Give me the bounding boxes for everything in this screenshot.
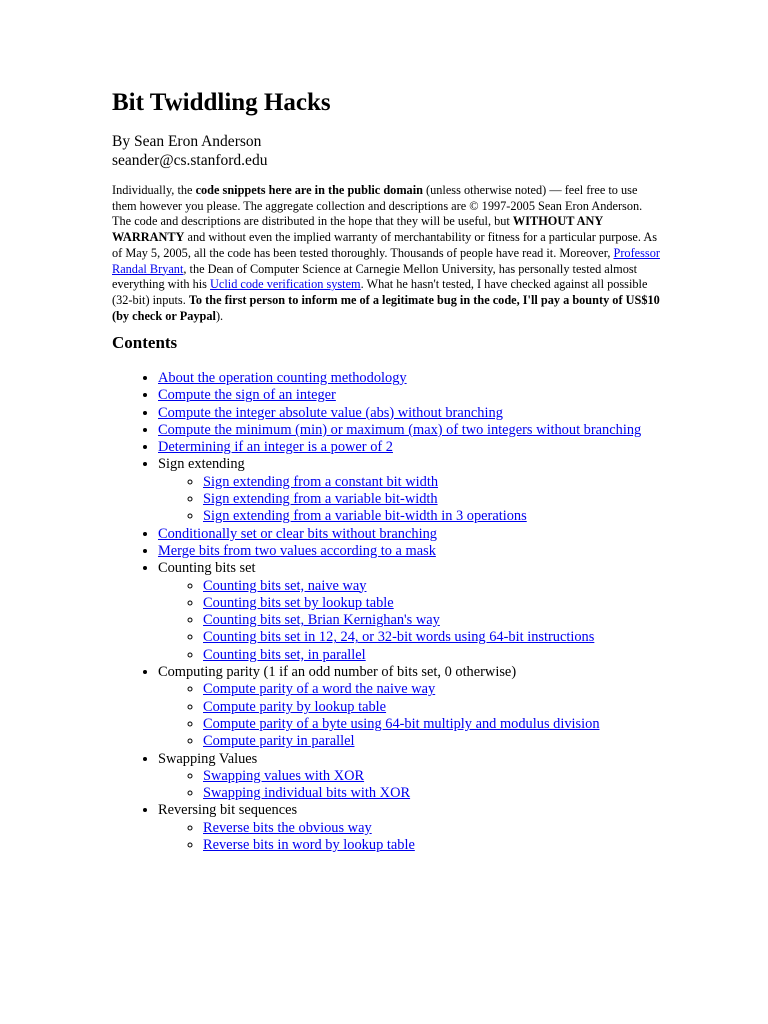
toc-sublist xyxy=(158,681,678,750)
toc-section-counting xyxy=(158,560,678,664)
toc-section-label: Swapping Values xyxy=(158,750,258,767)
toc-link-sign-ext-variable[interactable]: Sign extending from a variable bit-width xyxy=(203,491,438,508)
toc-subitem xyxy=(203,612,678,629)
table-of-contents xyxy=(112,370,678,854)
intro-text-2: (unless otherwise noted) — feel free to use them however you please. The aggregate collection and descriptions are © 1997-2005 Sean Eron Anderson. The code and descriptions are distributed in the hope that they will be useful, but xyxy=(112,183,643,229)
author-byline: By Sean Eron Anderson xyxy=(112,133,262,150)
intro-bold-public-domain: code snippets here are in the public domain xyxy=(195,183,423,197)
toc-link-parity-lookup[interactable]: Compute parity by lookup table xyxy=(203,698,387,715)
toc-link-sign-ext-3ops[interactable]: Sign extending from a variable bit-width in 3 operations xyxy=(203,508,527,525)
toc-subitem xyxy=(203,474,678,491)
toc-subitem xyxy=(203,820,678,837)
toc-link-cond-set[interactable]: Conditionally set or clear bits without branching xyxy=(158,525,437,542)
toc-link-sign[interactable]: Compute the sign of an integer xyxy=(158,387,336,404)
toc-section-swapping xyxy=(158,751,678,803)
toc-subitem xyxy=(203,508,678,525)
toc-link-minmax[interactable]: Compute the minimum (min) or maximum (max) of two integers without branching xyxy=(158,421,642,438)
toc-item xyxy=(158,526,678,543)
toc-section-sign-extending xyxy=(158,456,678,525)
toc-link-count-64bit[interactable]: Counting bits set in 12, 24, or 32-bit words using 64-bit instructions xyxy=(203,629,595,646)
toc-subitem xyxy=(203,681,678,698)
toc-link-count-lookup[interactable]: Counting bits set by lookup table xyxy=(203,594,394,611)
intro-bold-warranty: WITHOUT ANY WARRANTY xyxy=(112,214,603,245)
toc-link-power2[interactable]: Determining if an integer is a power of 2 xyxy=(158,439,393,456)
toc-section-label: Reversing bit sequences xyxy=(158,802,298,819)
toc-link-parity-naive[interactable]: Compute parity of a word the naive way xyxy=(203,681,436,698)
toc-link-count-kernighan[interactable]: Counting bits set, Brian Kernighan's way xyxy=(203,612,440,629)
toc-link-op-counting[interactable]: About the operation counting methodology xyxy=(158,370,407,386)
toc-subitem xyxy=(203,716,678,733)
author-block xyxy=(112,132,267,170)
toc-item xyxy=(158,370,678,387)
toc-subitem xyxy=(203,629,678,646)
toc-link-reverse-lookup[interactable]: Reverse bits in word by lookup table xyxy=(203,837,415,854)
intro-text-4: , the Dean of Computer Science at Carnegie Mellon University, has personally tested almost everything with his xyxy=(112,261,638,292)
toc-link-abs[interactable]: Compute the integer absolute value (abs) without branching xyxy=(158,404,503,421)
toc-item xyxy=(158,543,678,560)
toc-item xyxy=(158,439,678,456)
toc-section-parity xyxy=(158,664,678,750)
toc-link-parity-multiply[interactable]: Compute parity of a byte using 64-bit multiply and modulus division xyxy=(203,715,600,732)
intro-text-3: and without even the implied warranty of merchantability or fitness for a particular purpose. As of May 5, 2005, all the code has been tested thoroughly. Thousands of people have read it. Moreover, xyxy=(112,230,658,260)
toc-subitem xyxy=(203,837,678,854)
intro-text-5: . What he hasn't tested, I have checked against all possible (32-bit) inputs. xyxy=(112,277,648,307)
toc-subitem xyxy=(203,768,678,785)
toc-subitem xyxy=(203,699,678,716)
intro-text-6: ). xyxy=(215,308,224,323)
link-professor-bryant[interactable]: Professor Randal Bryant xyxy=(112,245,660,276)
toc-link-swap-bits-xor[interactable]: Swapping individual bits with XOR xyxy=(203,785,411,802)
toc-link-parity-parallel[interactable]: Compute parity in parallel xyxy=(203,733,355,750)
toc-sublist xyxy=(158,578,678,664)
toc-subitem xyxy=(203,785,678,802)
link-uclid-system[interactable]: Uclid code verification system xyxy=(210,277,361,292)
author-email: seander@cs.stanford.edu xyxy=(112,152,268,169)
toc-item xyxy=(158,422,678,439)
toc-link-swap-xor[interactable]: Swapping values with XOR xyxy=(203,767,365,784)
toc-link-merge[interactable]: Merge bits from two values according to a mask xyxy=(158,542,436,559)
toc-subitem xyxy=(203,647,678,664)
toc-subitem xyxy=(203,733,678,750)
toc-link-count-naive[interactable]: Counting bits set, naive way xyxy=(203,577,367,594)
toc-link-reverse-obvious[interactable]: Reverse bits the obvious way xyxy=(203,819,372,836)
toc-item xyxy=(158,387,678,404)
toc-sublist xyxy=(158,768,678,803)
toc-subitem xyxy=(203,595,678,612)
toc-link-sign-ext-constant[interactable]: Sign extending from a constant bit width xyxy=(203,473,439,490)
toc-item xyxy=(158,405,678,422)
toc-section-label: Computing parity (1 if an odd number of bits set, 0 otherwise) xyxy=(158,664,517,681)
toc-section-label: Sign extending xyxy=(158,456,245,473)
intro-text-1: Individually, the xyxy=(112,183,196,197)
toc-section-reversing xyxy=(158,802,678,854)
toc-sublist xyxy=(158,820,678,855)
toc-section-label: Counting bits set xyxy=(158,560,256,577)
toc-link-count-parallel[interactable]: Counting bits set, in parallel xyxy=(203,646,366,663)
toc-subitem xyxy=(203,578,678,595)
intro-paragraph xyxy=(112,183,660,324)
intro-bold-bounty: To the first person to inform me of a legitimate bug in the code, I'll pay a bounty of US$10 (by check or Paypal xyxy=(112,292,660,323)
contents-heading: Contents xyxy=(112,333,178,352)
page-title: Bit Twiddling Hacks xyxy=(112,89,331,116)
toc-sublist xyxy=(158,474,678,526)
toc-subitem xyxy=(203,491,678,508)
